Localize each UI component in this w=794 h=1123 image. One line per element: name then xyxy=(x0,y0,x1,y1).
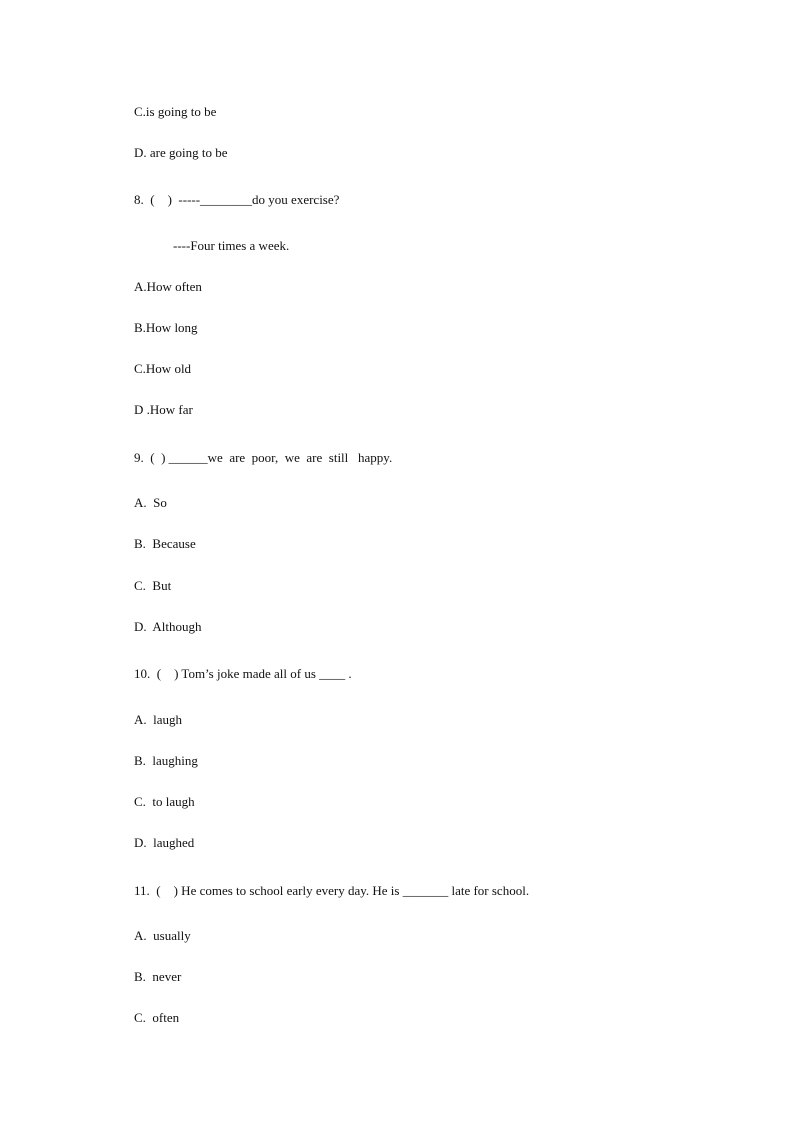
q11-option-b: B. never xyxy=(134,969,182,984)
q10-option-d: D. laughed xyxy=(134,835,195,850)
q9-option-c: C. But xyxy=(134,578,172,593)
q7-option-c: C.is going to be xyxy=(134,104,217,119)
q8-question: 8. ( ) -----________do you exercise? xyxy=(134,192,340,207)
q9-option-d: D. Although xyxy=(134,619,202,634)
q8-option-c: C.How old xyxy=(134,361,192,376)
q8-option-a: A.How often xyxy=(134,279,202,294)
q7-option-d: D. are going to be xyxy=(134,145,228,160)
q11-option-c: C. often xyxy=(134,1010,180,1025)
q9-option-a: A. So xyxy=(134,495,167,510)
q11-question: 11. ( ) He comes to school early every day. He is _______ late for school. xyxy=(134,883,530,898)
q8-option-b: B.How long xyxy=(134,320,198,335)
q9-question: 9. ( ) ______we are poor, we are still happy. xyxy=(134,450,393,465)
q11-option-a: A. usually xyxy=(134,928,191,943)
q8-option-d: D .How far xyxy=(134,402,193,417)
q8-dialogue-answer: ----Four times a week. xyxy=(173,238,290,253)
q10-question: 10. ( ) Tom’s joke made all of us ____ . xyxy=(134,666,352,681)
q9-option-b: B. Because xyxy=(134,536,196,551)
q10-option-a: A. laugh xyxy=(134,712,183,727)
q10-option-b: B. laughing xyxy=(134,753,198,768)
q10-option-c: C. to laugh xyxy=(134,794,195,809)
